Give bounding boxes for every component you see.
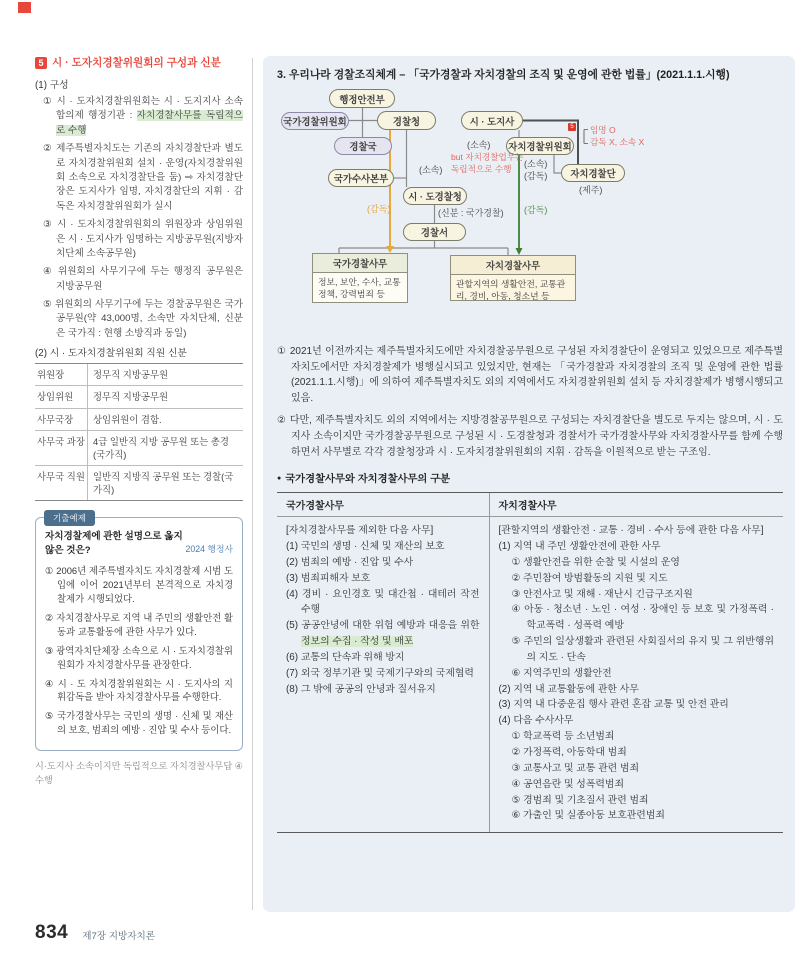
box-autonomous-header: 자치경찰사무 [451, 256, 575, 275]
header-national: 국가경찰사무 [277, 493, 490, 516]
national-affair-item: (2) 범죄의 예방 · 진압 및 수사 [286, 556, 414, 568]
autonomous-affair-item: ⑤ 경범죄 및 기초질서 관련 범죄 [511, 794, 649, 806]
node-ministry-interior-safety: 행정안전부 [329, 89, 395, 108]
staff-table-row [35, 409, 243, 431]
national-affair-item: (8) 그 밖에 공공의 안녕과 질서유지 [286, 683, 436, 695]
label-affiliation-3: (소속) [524, 159, 548, 169]
label-no-supervision: 감독 X, 소속 X [590, 137, 645, 147]
autonomous-affair-item: (3) 지역 내 다중운집 행사 관련 혼잡 교통 및 안전 관리 [498, 699, 729, 711]
quiz-option: ⑤ 국가경찰사무는 국민의 생명 · 신체 및 재산의 보호, 범죄의 예방 · 진압 및 수사 등이다. [45, 710, 233, 736]
node-national-police-committee: 국가경찰위원회 [281, 112, 349, 130]
comparison-table-body [277, 517, 783, 832]
bullet-icon: ● [277, 475, 282, 483]
staff-status-table [35, 363, 243, 501]
autonomous-affair-item: ③ 교통사고 및 교통 관련 범죄 [511, 762, 640, 774]
composition-item: ② 제주특별자치도는 기존의 자치경찰단과 별도로 자치경찰위원회 설치 · 운영(자치경찰위원회 소속으로 자치경찰단을 둠) ⇨ 자치경찰단장은 도지사가 임명, 자치경찰단의 지휘 · 감독은 자치경찰위원회가 실시 [43, 143, 243, 212]
node-sido-police-agency: 시 · 도경찰청 [403, 187, 467, 205]
staff-status: 일반직 지방직 공무원 또는 경찰(국가직) [87, 466, 243, 500]
staff-table-row [35, 386, 243, 408]
composition-item: ③ 시 · 도자치경찰위원회의 위원장과 상임위원은 시 · 도지사가 임명하는 지방공무원(지방자치단체 소속공무원) [43, 219, 243, 259]
subsection-1-title: (1) 구성 [35, 80, 69, 91]
chapter-title: 제7장 지방자치론 [82, 931, 156, 942]
header-autonomous: 자치경찰사무 [498, 501, 557, 513]
quiz-options [45, 564, 233, 737]
paragraph: ② 다만, 제주특별자치도 외의 지역에서는 지방경찰공무원으로 구성되는 자치경찰단을 별도로 두지는 않으며, 시 · 도지사 소속이지만 국가경찰공무원으로 구성된 시 · 도경찰청과 경찰서가 국가경찰사무와 자치경찰사무를 함께 수행하면서 사무별로 각각 경찰청장과 시 · 도자치경찰위원회의 지휘 · 감독을 이원적으로 받는 구조임. [277, 415, 783, 458]
label-supervision-orange: (감독) [367, 204, 391, 214]
composition-item: ⑤ 위원회의 사무기구에 두는 경찰공무원은 국가공무원(약 43,000명, 소속만 자치단체, 신분은 국가직 : 현행 소방직과 동일) [43, 299, 243, 339]
node-national-investigation-office: 국가수사본부 [328, 169, 394, 187]
national-affairs-column [277, 517, 490, 832]
quiz-option: ② 자치경찰사무로 지역 내 주민의 생활안전 활동과 교통활동에 관한 사무가 있다. [45, 611, 233, 637]
label-status-national-police: (신분 : 국가경찰) [438, 208, 504, 218]
national-affair-item: (6) 교통의 단속과 위해 방지 [286, 651, 405, 663]
comparison-table-header [277, 493, 783, 517]
label-affiliation-2: (소속) [467, 140, 491, 150]
autonomous-affair-item: [관할지역의 생활안전 · 교통 · 경비 · 수사 등에 관한 다음 사무] [498, 525, 764, 537]
label-but-independent: but 자치경찰업무는 독립적으로 수행 [451, 152, 524, 174]
composition-item: ① 시 · 도자치경찰위원회는 시 · 도지지사 소속 합의제 행정기관 : 자치경찰사무를 독립적으로 수행 [43, 96, 243, 136]
sidebar-heading-text: 시 · 도자치경찰위원회의 구성과 신분 [52, 57, 221, 69]
quiz-answer-note: 답 ④ 시·도지사 소속이지만 독립적으로 자치경찰사무 수행 [35, 761, 243, 785]
label-supervision-2: (감독) [524, 171, 548, 181]
staff-role: 상임위원 [37, 391, 74, 403]
national-affair-item: (3) 범죄피해자 보호 [286, 572, 371, 584]
autonomous-affair-item: ④ 아동 · 청소년 · 노인 · 여성 · 장애인 등 보호 및 가정폭력 · 학교폭력 · 성폭력 예방 [511, 604, 774, 632]
staff-status: 4급 일반직 지방 공무원 또는 총경(국가직) [87, 431, 243, 465]
label-supervision-green: (감독) [524, 205, 548, 215]
exam-example-box [35, 513, 243, 751]
autonomous-affair-item: ② 가정폭력, 아동학대 범죄 [511, 746, 627, 758]
national-affair-item: (5) 공공안녕에 대한 위험 예방과 대응을 위한 정보의 수집 · 작성 및 배포 [286, 620, 480, 648]
quiz-question: 2024 행정사 자치경찰제에 관한 설명으로 옳지 않은 것은? [45, 531, 233, 557]
staff-role: 사무국장 [37, 413, 74, 425]
main-title: 3. 우리나라 경찰조직체계 – 「국가경찰과 자치경찰의 조직 및 운영에 관한 법률」(2021.1.1.시행) [277, 69, 730, 81]
column-divider [252, 58, 253, 910]
autonomous-affair-item: ① 학교폭력 등 소년범죄 [511, 731, 615, 743]
national-affair-item: (7) 외국 정부기관 및 국제기구와의 국제협력 [286, 667, 474, 679]
autonomous-affair-item: ③ 안전사고 및 재해 · 재난시 긴급구조지원 [511, 588, 693, 600]
node-police-bureau: 경찰국 [334, 137, 392, 155]
staff-status: 정무직 지방공무원 [87, 386, 243, 407]
node-sido-governor: 시 · 도지사 [461, 111, 523, 130]
autonomous-affair-item: (1) 지역 내 주민 생활안전에 관한 사무 [498, 541, 661, 552]
page-number: 834 [35, 922, 69, 943]
police-organization-diagram [281, 86, 789, 338]
autonomous-affairs-column [490, 517, 783, 832]
page-corner-mark [18, 2, 31, 13]
national-affair-item: [자치경찰사무를 제외한 다음 사무] [286, 525, 434, 537]
node-autonomous-police-corps: 자치경찰단 [561, 164, 625, 182]
staff-status: 정무직 지방공무원 [87, 364, 243, 385]
quiz-source: 2024 행정사 [185, 544, 233, 555]
affairs-comparison-table [277, 492, 783, 833]
box-national-police-affairs [312, 253, 408, 303]
staff-role: 위원장 [37, 369, 65, 381]
box-national-header: 국가경찰사무 [313, 254, 407, 273]
main-panel [263, 56, 795, 912]
autonomous-affair-item: ① 생활안전을 위한 순찰 및 시설의 운영 [511, 556, 680, 568]
box-autonomous-body: 관할지역의 생활안전, 교통관리, 경비, 아동, 청소년 등 [456, 279, 566, 302]
autonomous-affair-item: ② 주민참여 방범활동의 지원 및 지도 [511, 572, 668, 584]
node-police-station: 경찰서 [403, 223, 466, 241]
quiz-option: ④ 시 · 도 자치경찰위원회는 시 · 도지사의 지휘감독을 받아 자치경찰사무를 수행한다. [45, 677, 233, 703]
autonomous-affair-item: ⑥ 지역주민의 생활안전 [511, 667, 612, 679]
label-appointment: 임명 O [590, 125, 616, 135]
staff-role: 사무국 직원 [37, 471, 85, 483]
staff-table-row [35, 431, 243, 466]
quiz-option: ③ 광역자치단체장 소속으로 시 · 도자치경찰위원회가 자치경찰사무를 관장한다. [45, 644, 233, 670]
autonomous-affair-item: (2) 지역 내 교통활동에 관한 사무 [498, 683, 639, 695]
box-national-body: 정보, 보안, 수사, 교통 정책, 강력범죄 등 [318, 277, 401, 300]
node-national-police-agency: 경찰청 [377, 111, 436, 130]
box-autonomous-police-affairs [450, 255, 576, 301]
autonomous-affair-item: ⑥ 가출인 및 실종아동 보호관련범죄 [511, 810, 665, 822]
national-affair-item: (4) 경비 · 요인경호 및 대간첩 · 대테러 작전 수행 [286, 588, 480, 616]
staff-role: 사무국 과장 [37, 435, 85, 447]
staff-table-row [35, 466, 243, 500]
quiz-answer: 답 ④ [223, 761, 243, 772]
staff-table-row [35, 364, 243, 386]
label-affiliation-1: (소속) [419, 165, 443, 175]
section-number-badge: 5 [35, 57, 47, 69]
cross-ref-badge: 5 [568, 123, 576, 131]
autonomous-affair-item: ④ 공연음란 및 성폭력범죄 [511, 778, 624, 790]
composition-list [35, 95, 243, 341]
staff-status: 상임위원이 겸함. [87, 409, 243, 430]
quiz-option: ① 2006년 제주특별자치도 자치경찰제 시범 도입에 이어 2021년부터 본격적으로 자치경찰제가 시행되었다. [45, 565, 233, 604]
main-paragraphs [275, 344, 783, 460]
node-autonomous-police-committee: 자치경찰위원회 [506, 137, 574, 155]
sidebar [35, 55, 243, 788]
page-footer [35, 922, 155, 944]
label-jeju: (제주) [579, 185, 603, 195]
composition-item: ④ 위원회의 사무기구에 두는 행정직 공무원은 지방공무원 [43, 266, 243, 292]
national-affair-item: (1) 국민의 생명 · 신체 및 재산의 보호 [286, 541, 445, 552]
paragraph: ① 2021년 이전까지는 제주특별자치도에만 자치경찰공무원으로 구성된 자치경찰단이 운영되고 있었으므로 제주특별자치도에서만 자치경찰제가 병행실시되고 있었지만, 현재는 「국가경찰과 자치경찰의 조직 및 운영에 관한 법률(2021.1.1.시행)」에 의하여 제주특별자치도 외의 지역에서도 자치경찰위원회 설치 등 자치경찰제가 병행시행되고 있음. [277, 346, 783, 404]
autonomous-affair-item: (4) 다음 수사사무 [498, 715, 574, 727]
subsection-2-title: (2) 시 · 도자치경찰위원회 직원 신분 [35, 348, 187, 360]
autonomous-affair-item: ⑤ 주민의 일상생활과 관련된 사회질서의 유지 및 그 위반행위의 지도 · 단속 [511, 636, 774, 663]
comparison-section-title: ● 국가경찰사무와 자치경찰사무의 구분 [277, 474, 451, 486]
exam-example-tab: 기출예제 [44, 510, 95, 526]
sidebar-heading [35, 55, 243, 70]
